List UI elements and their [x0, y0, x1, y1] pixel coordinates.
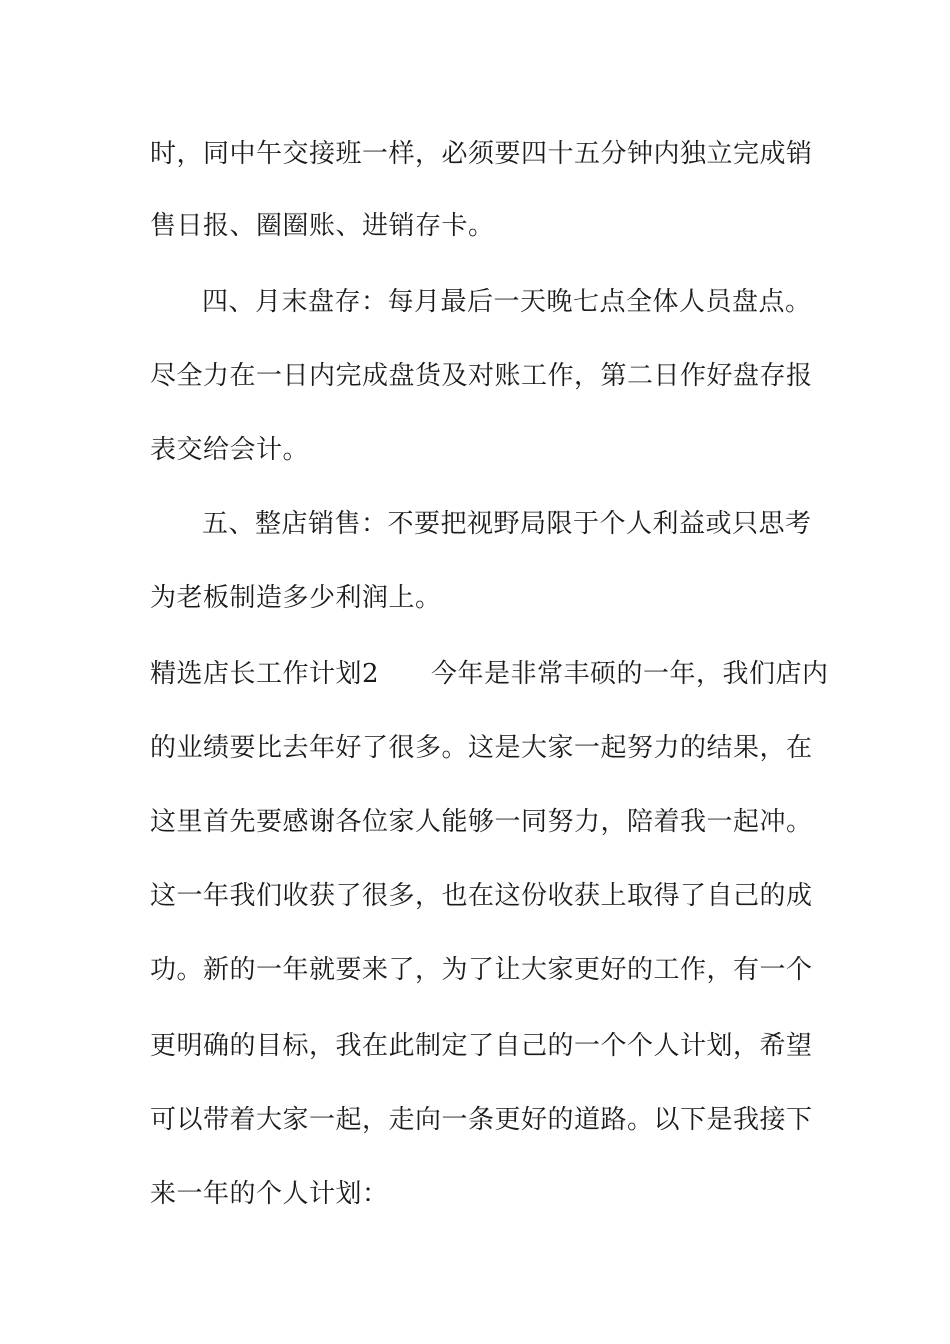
text-line: 这里首先要感谢各位家人能够一同努力，陪着我一起冲。	[150, 807, 813, 837]
text-line: 尽全力在一日内完成盘货及对账工作，第二日作好盘存报	[150, 361, 813, 391]
text-line: 来一年的个人计划：	[150, 1179, 389, 1209]
text-line: 可以带着大家一起，走向一条更好的道路。以下是我接下	[150, 1105, 813, 1135]
text-line: 更明确的目标，我在此制定了自己的一个个人计划，希望	[150, 1031, 813, 1061]
paragraph-item-5: 五、整店销售：不要把视野局限于个人利益或只思考	[202, 509, 812, 539]
text-line: 表交给会计。	[150, 435, 310, 465]
section-line	[150, 656, 829, 692]
text-line: 售日报、圈圈账、进销存卡。	[150, 211, 495, 241]
text-line: 为老板制造多少利润上。	[150, 583, 442, 613]
section-heading: 精选店长工作计划2	[150, 659, 380, 689]
text-line: 这一年我们收获了很多，也在这份收获上取得了自己的成	[150, 881, 813, 911]
text-line: 的业绩要比去年好了很多。这是大家一起努力的结果，在	[150, 733, 813, 763]
text-line: 时，同中午交接班一样，必须要四十五分钟内独立完成销	[150, 139, 813, 169]
paragraph-item-4: 四、月末盘存：每月最后一天晚七点全体人员盘点。	[202, 287, 812, 317]
text-line: 今年是非常丰硕的一年，我们店内	[431, 659, 829, 689]
text-line: 功。新的一年就要来了，为了让大家更好的工作，有一个	[150, 955, 813, 985]
